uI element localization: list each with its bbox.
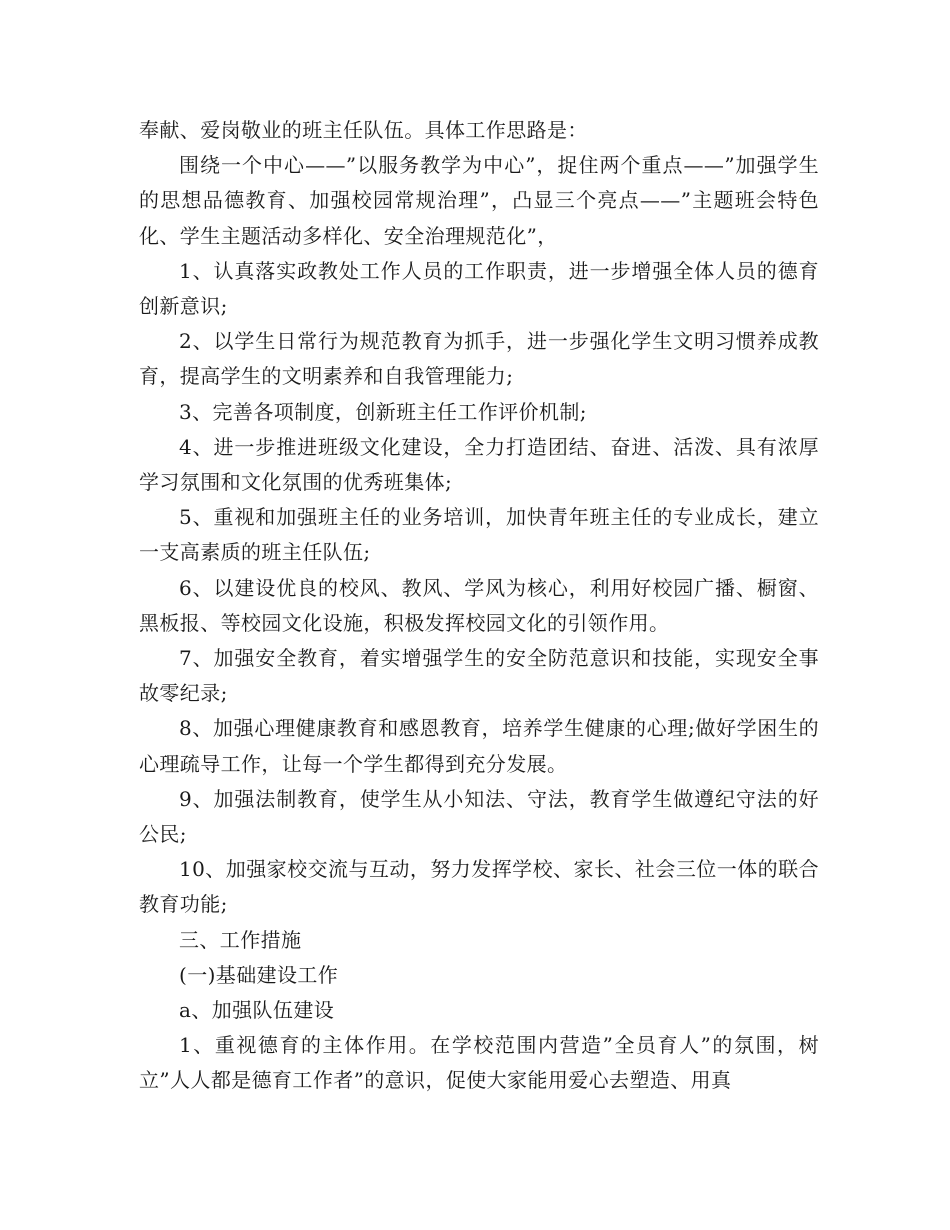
paragraph: 2、以学生日常行为规范教育为抓手，进一步强化学生文明习惯养成教育，提高学生的文明素养和自我管理能力; <box>139 329 819 389</box>
document-body <box>139 113 819 1099</box>
paragraph: 5、重视和加强班主任的业务培训，加快青年班主任的专业成长，建立一支高素质的班主任队伍; <box>139 505 819 565</box>
paragraph: 1、认真落实政教处工作人员的工作职责，进一步增强全体人员的德育创新意识; <box>139 258 819 319</box>
subsection-heading: (一)基础建设工作 <box>179 962 339 987</box>
paragraph: 10、加强家校交流与互动，努力发挥学校、家长、社会三位一体的联合教育功能; <box>139 857 819 917</box>
paragraph: 6、以建设优良的校风、教风、学风为核心，利用好校园广播、橱窗、黑板报、等校园文化设施，积极发挥校园文化的引领作用。 <box>139 575 819 635</box>
section-heading: 三、工作措施 <box>179 927 302 952</box>
paragraph: 奉献、爱岗敬业的班主任队伍。具体工作思路是： <box>139 118 588 142</box>
paragraph: 围绕一个中心——”以服务教学为中心”，捉住两个重点——”加强学生的思想品德教育、加强校园常规治理”，凸显三个亮点——”主题班会特色化、学生主题活动多样化、安全治理规范化”， <box>139 153 819 248</box>
paragraph: 8、加强心理健康教育和感恩教育，培养学生健康的心理;做好学困生的心理疏导工作，让每一个学生都得到充分发展。 <box>139 716 819 776</box>
paragraph: 7、加强安全教育，着实增强学生的安全防范意识和技能，实现安全事故零纪录; <box>139 646 819 706</box>
paragraph: 3、完善各项制度，创新班主任工作评价机制; <box>179 399 587 424</box>
paragraph: 1、重视德育的主体作用。在学校范围内营造”全员育人”的氛围，树立”人人都是德育工作者”的意识，促使大家能用爱心去塑造、用真 <box>139 1033 819 1093</box>
paragraph: 9、加强法制教育，使学生从小知法、守法，教育学生做遵纪守法的好公民; <box>139 786 819 847</box>
subsection-heading: a、加强队伍建设 <box>179 998 335 1023</box>
paragraph: 4、进一步推进班级文化建设，全力打造团结、奋进、活泼、具有浓厚学习氛围和文化氛围的优秀班集体; <box>139 434 819 495</box>
